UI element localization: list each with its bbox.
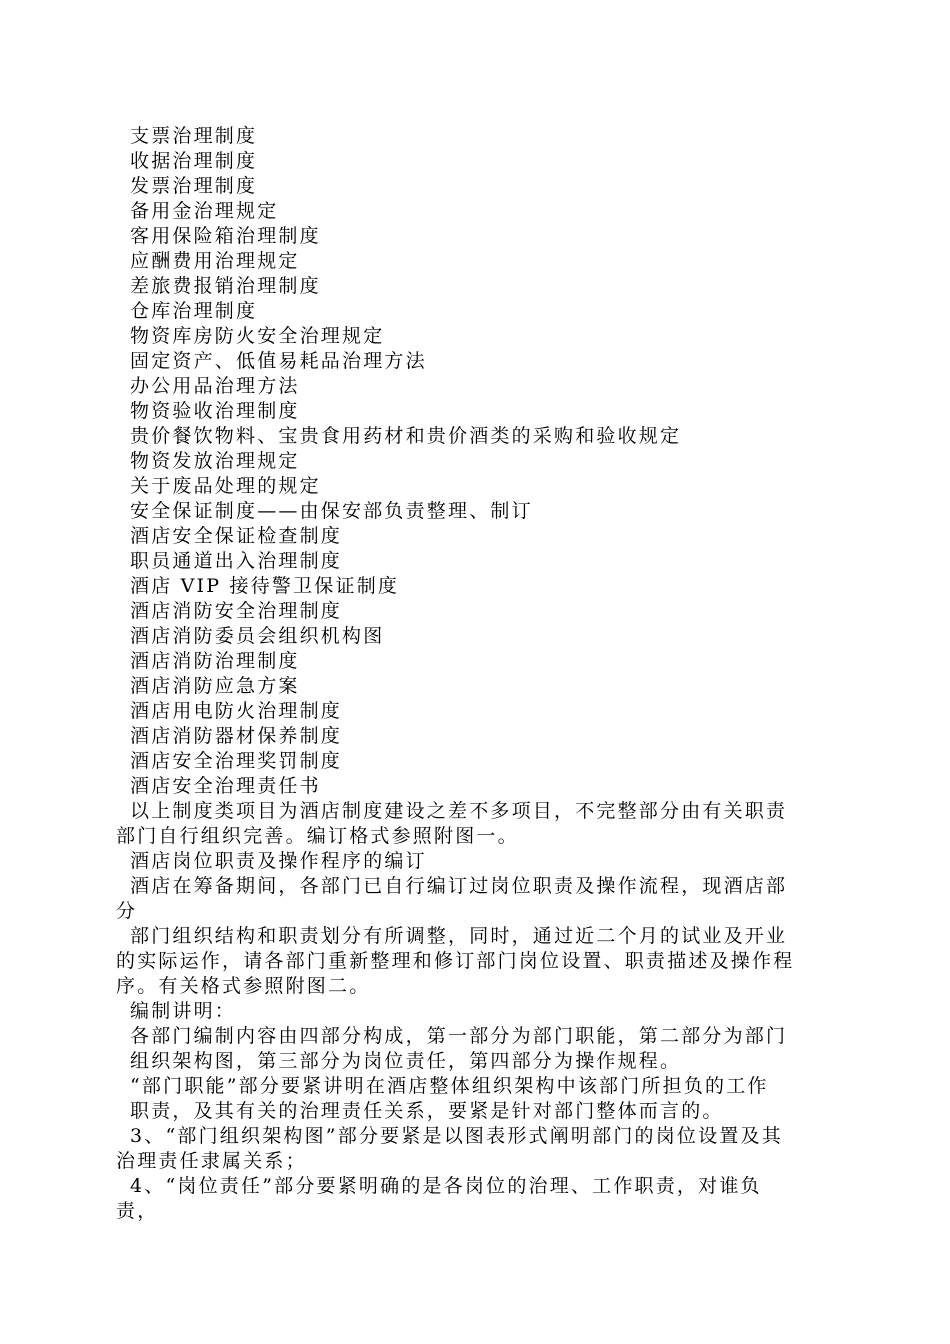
text-line: 酒店消防委员会组织机构图 [130, 625, 385, 647]
text-line: 职员通道出入治理制度 [130, 550, 343, 572]
text-line: 酒店用电防火治理制度 [130, 700, 343, 722]
text-line: 差旅费报销治理制度 [130, 275, 321, 297]
paragraph-line: 治理责任隶属关系； [116, 1150, 307, 1172]
paragraph-line: “部门职能”部分要紧讲明在酒店整体组织架构中该部门所担负的工作 [130, 1075, 769, 1097]
paragraph-line: 的实际运作，请各部门重新整理和修订部门岗位设置、职责描述及操作程 [116, 950, 795, 972]
text-line: 发票治理制度 [130, 175, 258, 197]
paragraph-line: 部门组织结构和职责划分有所调整，同时，通过近二个月的试业及开业 [130, 925, 788, 947]
section-heading: 安全保证制度——由保安部负责整理、制订 [130, 500, 533, 522]
text-line: 酒店 VIP 接待警卫保证制度 [130, 575, 400, 597]
paragraph-line: 以上制度类项目为酒店制度建设之差不多项目，不完整部分由有关职责 [130, 800, 788, 822]
text-line: 仓库治理制度 [130, 300, 258, 322]
paragraph-line: 职责，及其有关的治理责任关系，要紧是针对部门整体而言的。 [130, 1100, 724, 1122]
paragraph-line: 酒店在筹备期间，各部门已自行编订过岗位职责及操作流程，现酒店部 [130, 875, 788, 897]
text-line: 固定资产、低值易耗品治理方法 [130, 350, 427, 372]
text-line: 物资库房防火安全治理规定 [130, 325, 385, 347]
text-line: 办公用品治理方法 [130, 375, 300, 397]
text-line: 收据治理制度 [130, 150, 258, 172]
paragraph-line: 3、“部门组织架构图”部分要紧是以图表形式阐明部门的岗位设置及其 [130, 1125, 783, 1147]
text-line: 备用金治理规定 [130, 200, 279, 222]
paragraph-line: 部门自行组织完善。编订格式参照附图一。 [116, 825, 519, 847]
text-line: 酒店安全治理责任书 [130, 775, 321, 797]
text-line: 酒店消防安全治理制度 [130, 600, 343, 622]
text-line: 酒店消防应急方案 [130, 675, 300, 697]
paragraph-line: 组织架构图，第三部分为岗位责任，第四部分为操作规程。 [130, 1050, 682, 1072]
text-line: 酒店消防治理制度 [130, 650, 300, 672]
paragraph-line: 各部门编制内容由四部分构成，第一部分为部门职能，第二部分为部门 [130, 1025, 788, 1047]
paragraph-line: 序。有关格式参照附图二。 [116, 975, 371, 997]
text-line: 应酬费用治理规定 [130, 250, 300, 272]
text-line: 物资验收治理制度 [130, 400, 300, 422]
text-line: 支票治理制度 [130, 125, 258, 147]
section-heading: 酒店岗位职责及操作程序的编订 [130, 850, 427, 872]
text-line: 酒店安全保证检查制度 [130, 525, 343, 547]
text-line: 客用保险箱治理制度 [130, 225, 321, 247]
text-line: 关于废品处理的规定 [130, 475, 321, 497]
text-line: 酒店安全治理奖罚制度 [130, 750, 343, 772]
paragraph-line: 4、“岗位责任”部分要紧明确的是各岗位的治理、工作职责，对谁负 [130, 1175, 762, 1197]
text-line: 贵价餐饮物料、宝贵食用药材和贵价酒类的采购和验收规定 [130, 425, 682, 447]
text-line: 物资发放治理规定 [130, 450, 300, 472]
paragraph-line: 分 [116, 900, 138, 922]
paragraph-line: 责， [116, 1200, 159, 1222]
text-line: 酒店消防器材保养制度 [130, 725, 343, 747]
section-heading: 编制讲明： [130, 1000, 237, 1022]
